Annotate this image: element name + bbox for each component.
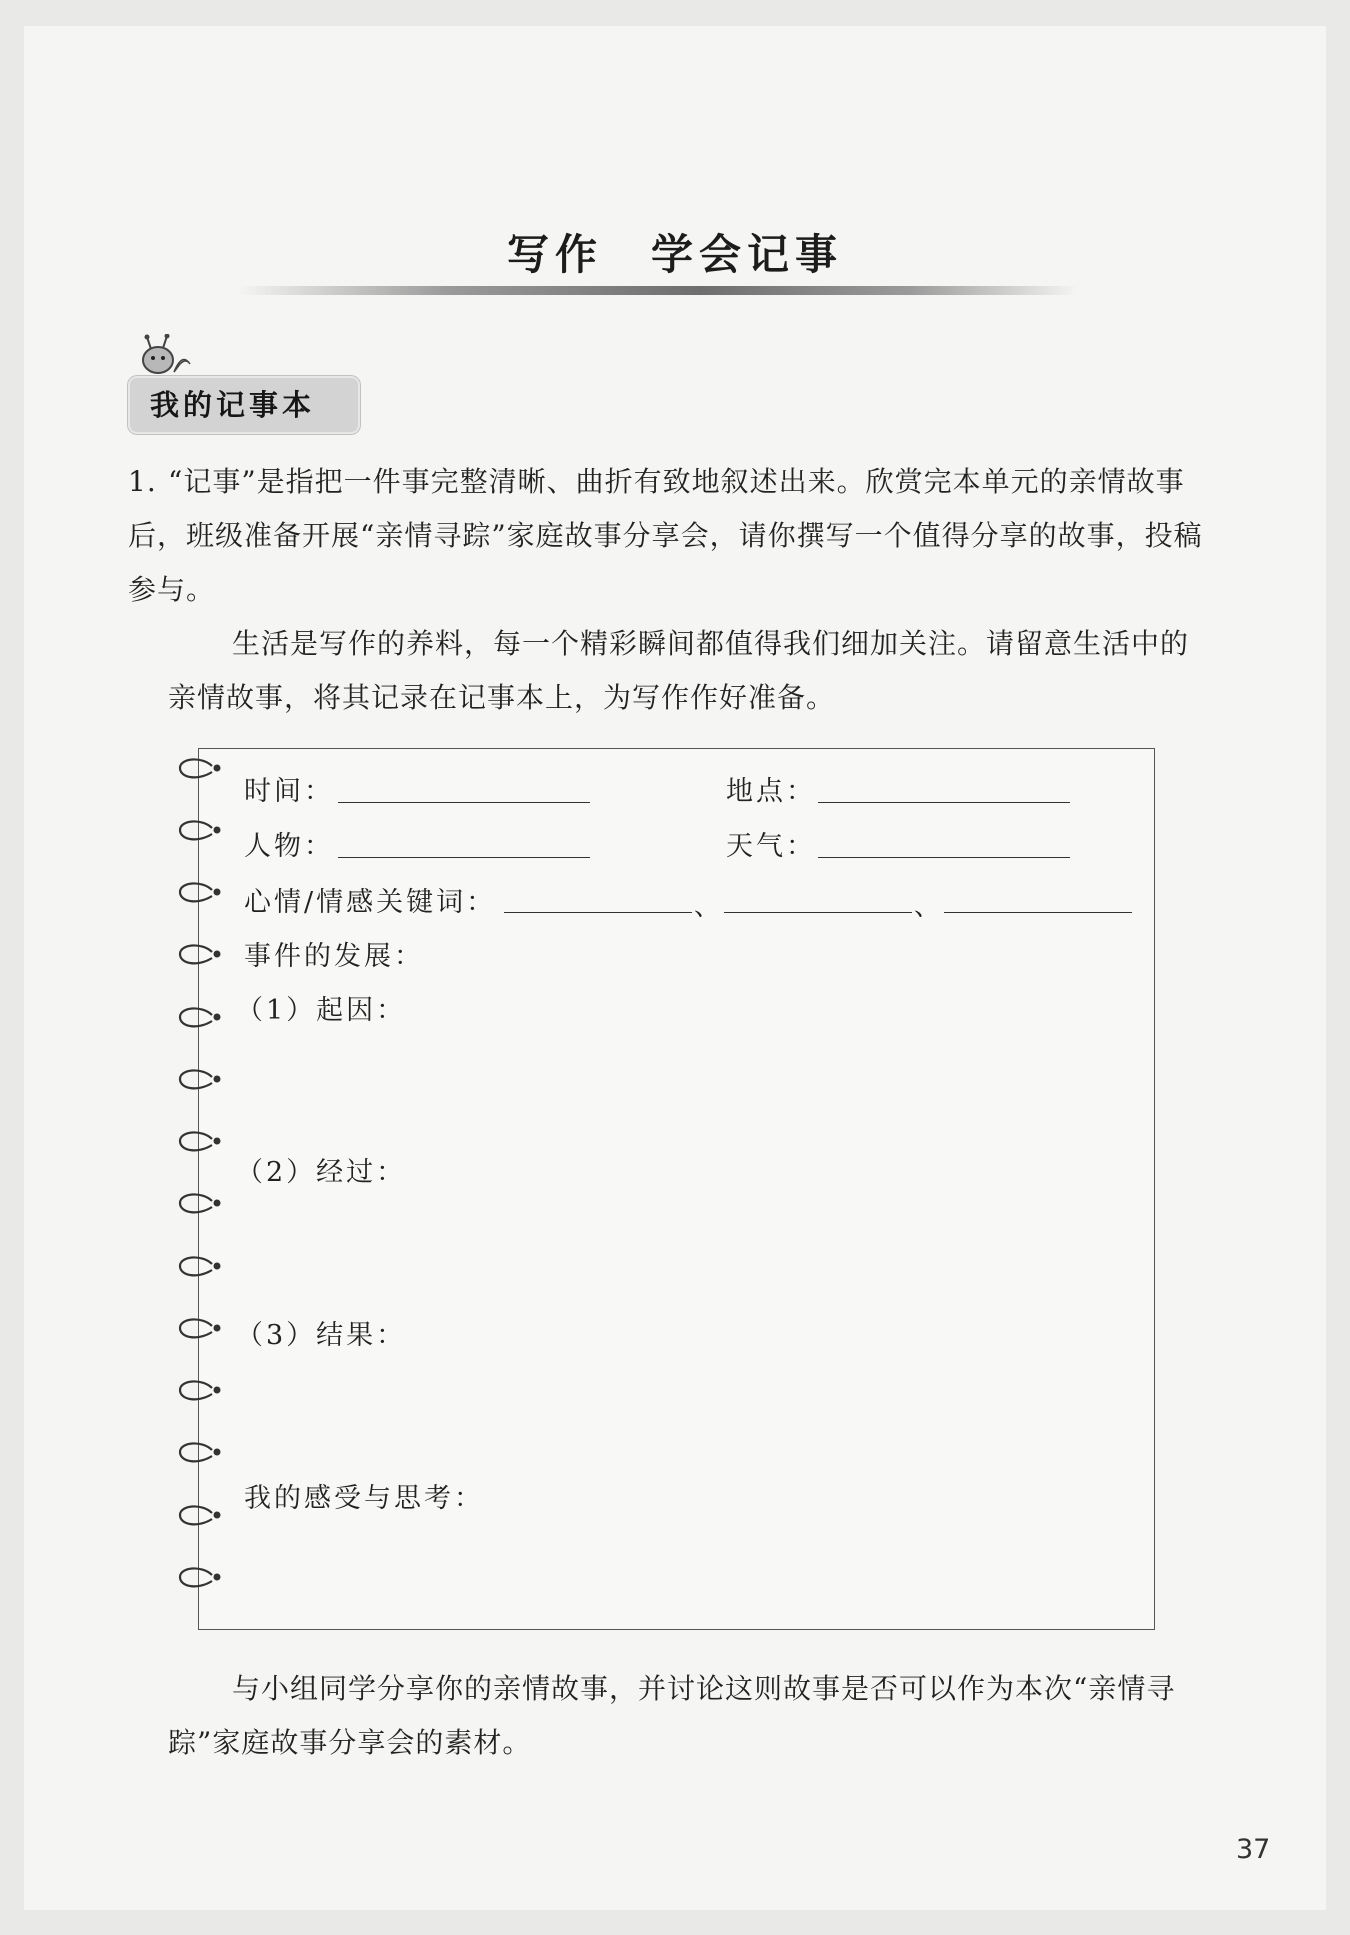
spiral-ring-icon [176,1191,226,1219]
question-1-intro [128,455,1208,617]
question-number: 1. [128,465,157,498]
weather-blank[interactable] [818,857,1070,858]
cause-label: （1）起因： [236,995,407,1026]
people-blank[interactable] [338,857,590,858]
spiral-ring-icon [176,1503,226,1531]
question-intro-text: “记事”是指把一件事完整清晰、曲折有致地叙述出来。欣赏完本单元的亲情故事后，班级准备开展“亲情寻踪”家庭故事分享会，请你撰写一个值得分享的故事，投稿参与。 [128,465,1203,606]
people-label: 人物： [244,831,334,862]
title-divider [238,286,1078,295]
page-title: 写作 学会记事 [506,230,843,279]
spiral-ring-icon [176,1378,226,1406]
closing-instruction [168,1662,1208,1770]
spiral-ring-icon [176,1067,226,1095]
place-label: 地点： [726,776,816,807]
section-label: 我的记事本 [128,376,360,434]
mood-keyword-blank-3[interactable] [944,912,1132,913]
time-label: 时间： [244,776,334,807]
spiral-ring-icon [176,1254,226,1282]
separator-mark: 、 [694,892,721,922]
spiral-ring-icon [176,942,226,970]
mood-keyword-blank-1[interactable] [504,912,692,913]
spiral-ring-icon [176,1440,226,1468]
spiral-ring-icon [176,1129,226,1157]
time-blank[interactable] [338,802,590,803]
process-label: （2）经过： [236,1157,407,1188]
spiral-ring-icon [176,818,226,846]
place-blank[interactable] [818,802,1070,803]
mood-keyword-blank-2[interactable] [724,912,912,913]
spiral-ring-icon [176,1005,226,1033]
snail-mascot-icon [136,334,194,376]
separator-mark: 、 [914,892,941,922]
question-1-instruction [168,617,1208,725]
spiral-ring-icon [176,880,226,908]
spiral-ring-icon [176,1316,226,1344]
result-label: （3）结果： [236,1320,407,1351]
spiral-ring-icon [176,756,226,784]
weather-label: 天气： [726,831,816,862]
reflection-label: 我的感受与思考： [244,1483,484,1514]
instruction-text: 生活是写作的养料，每一个精彩瞬间都值得我们细加关注。请留意生活中的亲情故事，将其记录在记事本上，为写作作好准备。 [168,627,1190,714]
development-label: 事件的发展： [244,941,424,972]
page-number: 37 [1236,1834,1271,1865]
mood-keywords-label: 心情/情感关键词： [244,887,497,918]
spiral-ring-icon [176,1565,226,1593]
closing-text: 与小组同学分享你的亲情故事，并讨论这则故事是否可以作为本次“亲情寻踪”家庭故事分享会的素材。 [168,1672,1176,1759]
